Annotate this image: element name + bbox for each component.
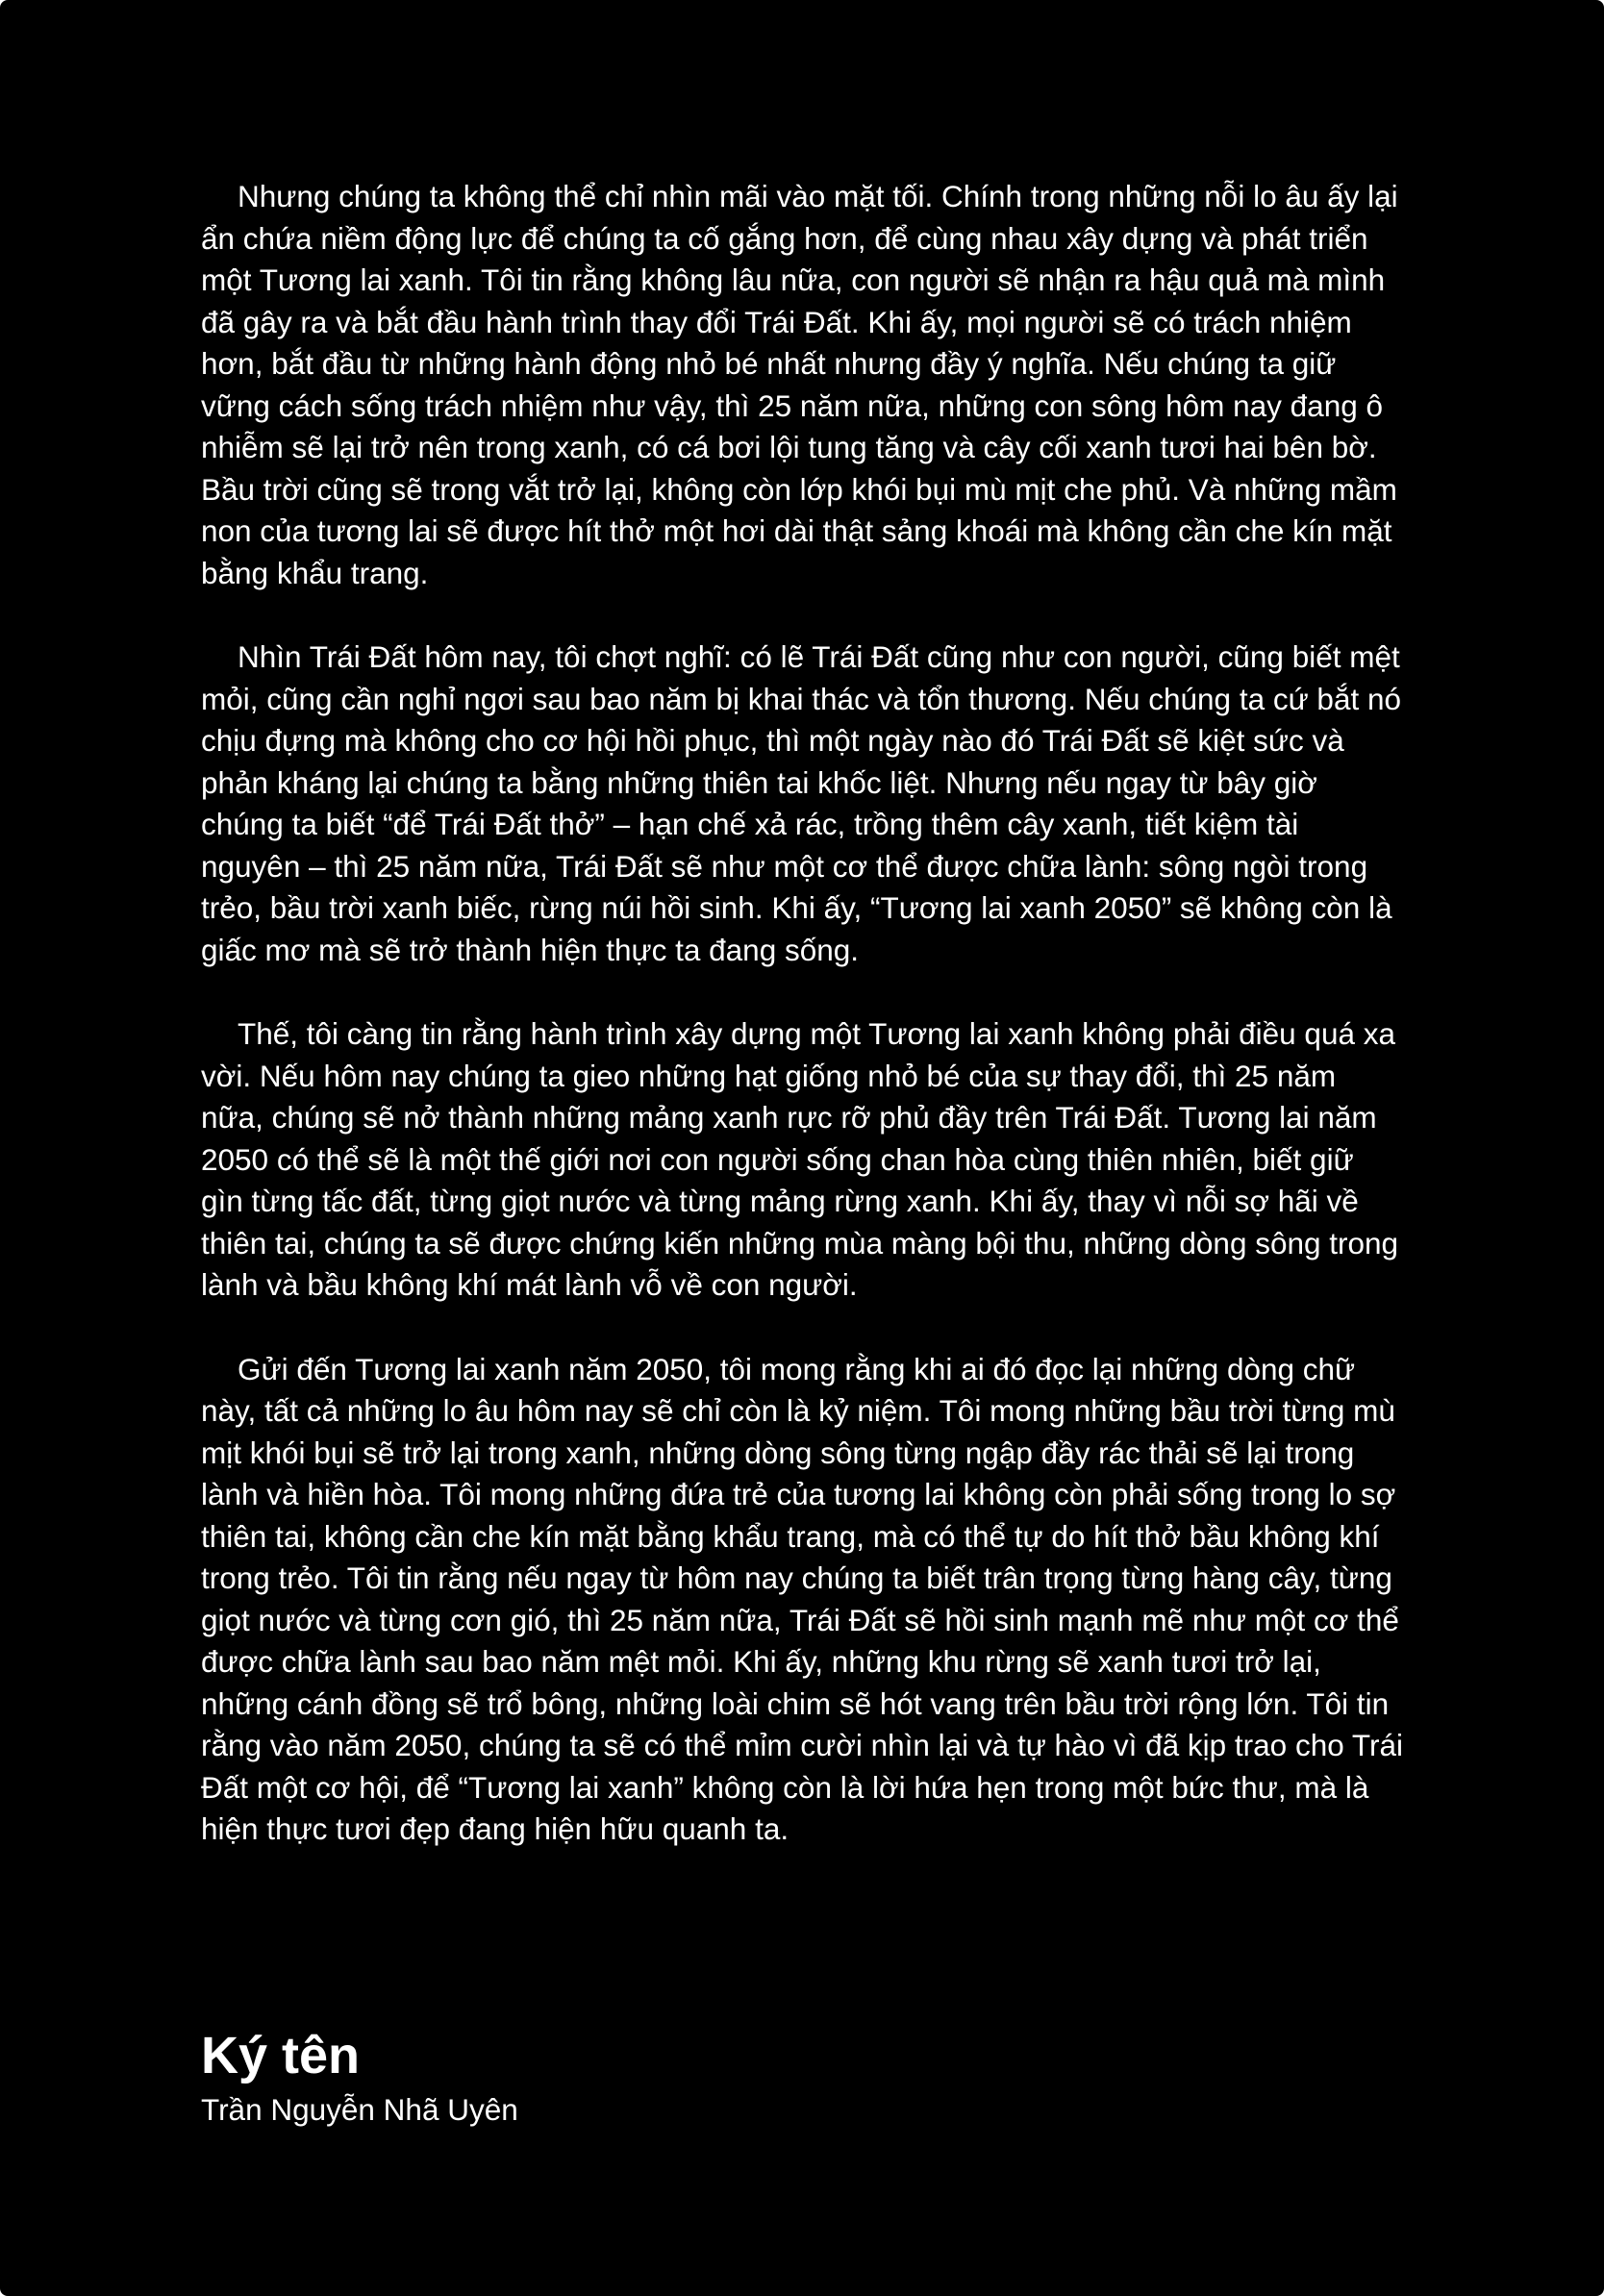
signature-name: Trần Nguyễn Nhã Uyên xyxy=(201,2092,518,2127)
paragraph-4: Gửi đến Tương lai xanh năm 2050, tôi mong rằng khi ai đó đọc lại những dòng chữ này, tất cả những lo âu hôm nay sẽ chỉ còn là kỷ niệm. Tôi mong những bầu trời từng mù mịt khói bụi sẽ trở lại trong xanh, những dòng sông từng ngập đầy rác thải sẽ lại trong lành và hiền hòa. Tôi mong những đứa trẻ của tương lai không còn phải sống trong lo sợ thiên tai, không cần che kín mặt bằng khẩu trang, mà có thể tự do hít thở bầu không khí trong trẻo. Tôi tin rằng nếu ngay từ hôm nay chúng ta biết trân trọng từng hàng cây, từng giọt nước và từng cơn gió, thì 25 năm nữa, Trái Đất sẽ hồi sinh mạnh mẽ như một cơ thể được chữa lành sau bao năm mệt mỏi. Khi ấy, những khu rừng sẽ xanh tươi trở lại, những cánh đồng sẽ trổ bông, những loài chim sẽ hót vang trên bầu trời rộng lớn. Tôi tin rằng vào năm 2050, chúng ta sẽ có thể mỉm cười nhìn lại và tự hào vì đã kịp trao cho Trái Đất một cơ hội, để “Tương lai xanh” không còn là lời hứa hẹn trong một bức thư, mà là hiện thực tươi đẹp đang hiện hữu quanh ta. xyxy=(201,1351,1403,1846)
signature-heading: Ký tên xyxy=(201,2027,361,2084)
letter-body xyxy=(201,176,1403,1893)
signature-block xyxy=(201,2025,518,2131)
paragraph-1: Nhưng chúng ta không thể chỉ nhìn mãi vào mặt tối. Chính trong những nỗi lo âu ấy lại ẩn chứa niềm động lực để chúng ta cố gắng hơn, để cùng nhau xây dựng và phát triển một Tương lai xanh. Tôi tin rằng không lâu nữa, con người sẽ nhận ra hậu quả mà mình đã gây ra và bắt đầu hành trình thay đổi Trái Đất. Khi ấy, mọi người sẽ có trách nhiệm hơn, bắt đầu từ những hành động nhỏ bé nhất nhưng đầy ý nghĩa. Nếu chúng ta giữ vững cách sống trách nhiệm như vậy, thì 25 năm nữa, những con sông hôm nay đang ô nhiễm sẽ lại trở nên trong xanh, có cá bơi lội tung tăng và cây cối xanh tươi hai bên bờ. Bầu trời cũng sẽ trong vắt trở lại, không còn lớp khói bụi mù mịt che phủ. Và những mầm non của tương lai sẽ được hít thở một hơi dài thật sảng khoái mà không cần che kín mặt bằng khẩu trang. xyxy=(201,179,1398,590)
paragraph-3: Thế, tôi càng tin rằng hành trình xây dựng một Tương lai xanh không phải điều quá xa vời. Nếu hôm nay chúng ta gieo những hạt giống nhỏ bé của sự thay đổi, thì 25 năm nữa, chúng sẽ nở thành những mảng xanh rực rỡ phủ đầy trên Trái Đất. Tương lai năm 2050 có thể sẽ là một thế giới nơi con người sống chan hòa cùng thiên nhiên, biết giữ gìn từng tấc đất, từng giọt nước và từng mảng rừng xanh. Khi ấy, thay vì nỗi sợ hãi về thiên tai, chúng ta sẽ được chứng kiến những mùa màng bội thu, những dòng sông trong lành và bầu không khí mát lành vỗ về con người. xyxy=(201,1016,1399,1302)
paragraph-2: Nhìn Trái Đất hôm nay, tôi chợt nghĩ: có lẽ Trái Đất cũng như con người, cũng biết mệt mỏi, cũng cần nghỉ ngơi sau bao năm bị khai thác và tổn thương. Nếu chúng ta cứ bắt nó chịu đựng mà không cho cơ hội hồi phục, thì một ngày nào đó Trái Đất sẽ kiệt sức và phản kháng lại chúng ta bằng những thiên tai khốc liệt. Nhưng nếu ngay từ bây giờ chúng ta biết “để Trái Đất thở” – hạn chế xả rác, trồng thêm cây xanh, tiết kiệm tài nguyên – thì 25 năm nữa, Trái Đất sẽ như một cơ thể được chữa lành: sông ngòi trong trẻo, bầu trời xanh biếc, rừng núi hồi sinh. Khi ấy, “Tương lai xanh 2050” sẽ không còn là giấc mơ mà sẽ trở thành hiện thực ta đang sống. xyxy=(201,639,1402,967)
